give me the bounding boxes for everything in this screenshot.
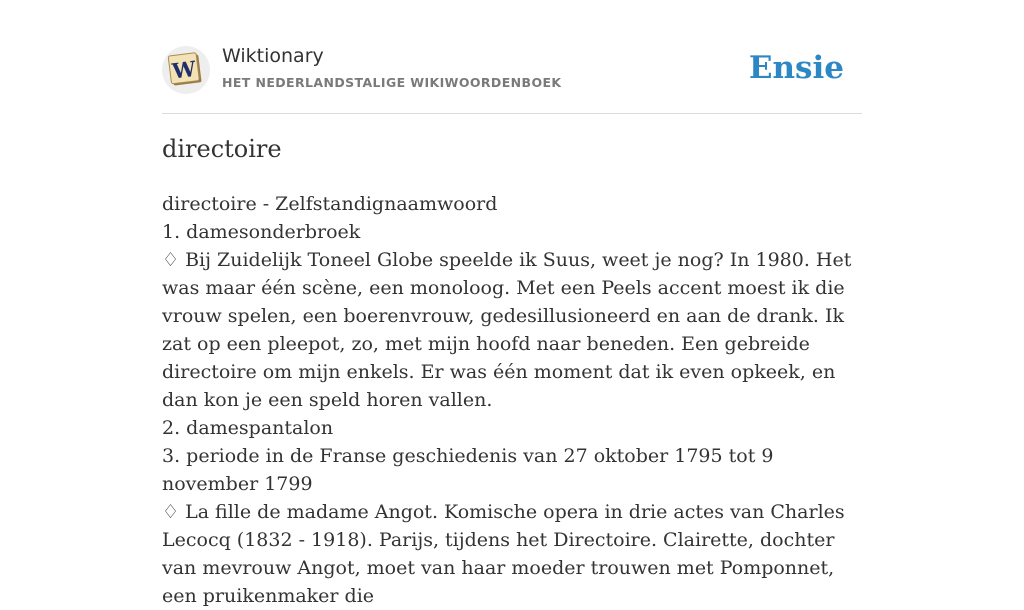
page-title: directoire <box>162 135 282 163</box>
site-header <box>162 0 862 114</box>
wiktionary-logo-icon[interactable] <box>162 46 210 94</box>
brand-logo[interactable]: Ensie <box>748 50 844 86</box>
site-name[interactable]: Wiktionary <box>222 45 324 67</box>
site-tagline: HET NEDERLANDSTALIGE WIKIWOORDENBOEK <box>222 75 562 90</box>
page <box>162 0 862 607</box>
definition-line: 2. damespantalon <box>162 417 334 439</box>
example-quote: ♢ Bij Zuidelijk Toneel Globe speelde ik Suus, weet je nog? In 1980. Het was maar één scène, een monoloog. Met een Peels accent moest ik die vrouw spelen, een boerenvrouw, gedesillusioneerd en aan de drank. Ik zat op een pleepot, zo, met mijn hoofd naar beneden. Een gebreide directoire om mijn enkels. Er was één moment dat ik even opkeek, en dan kon je een speld horen vallen. <box>162 249 852 411</box>
entry-heading: directoire - Zelfstandignaamwoord <box>162 193 498 215</box>
definition-line: 1. damesonderbroek <box>162 221 361 243</box>
example-quote: ♢ La fille de madame Angot. Komische opera in drie actes van Charles Lecocq (1832 - 1918). Parijs, tijdens het Directoire. Clairette, dochter van mevrouw Angot, moet van haar moeder trouwen met Pomponnet, een pruikenmaker die <box>162 501 845 607</box>
logo-letter: W <box>170 55 198 84</box>
entry-body <box>162 190 867 610</box>
definition-line: 3. periode in de Franse geschiedenis van 27 oktober 1795 tot 9 november 1799 <box>162 445 774 495</box>
